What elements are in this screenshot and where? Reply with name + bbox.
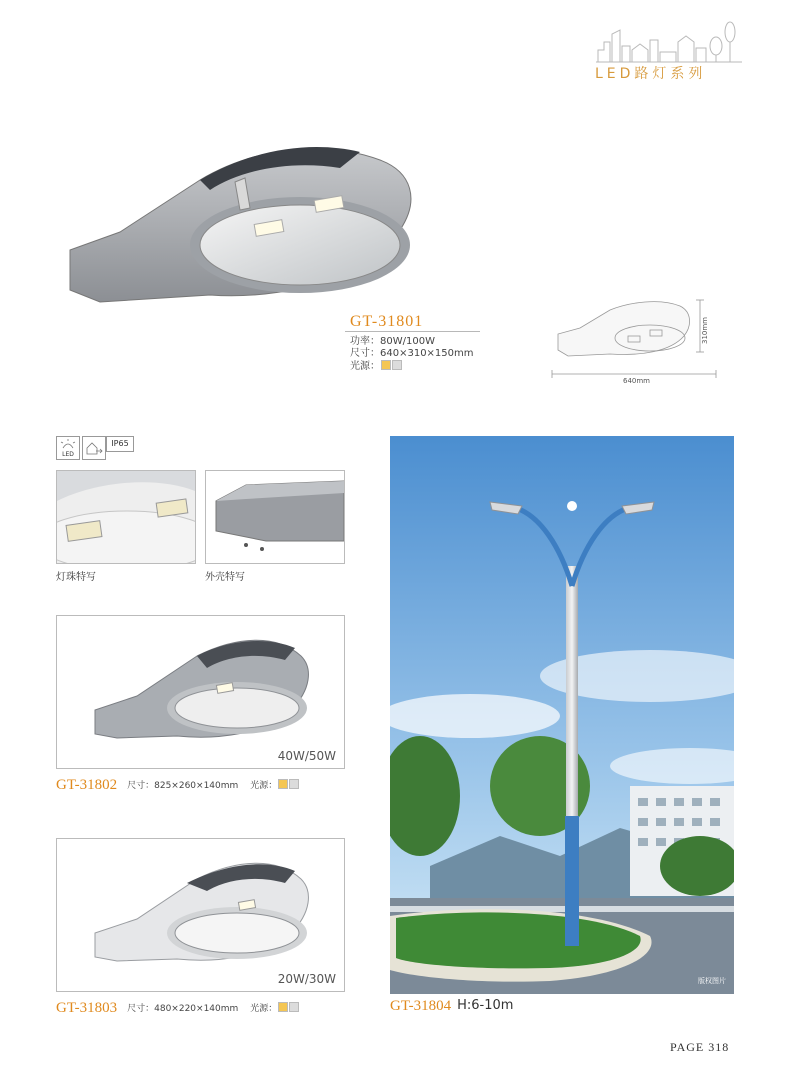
shell-closeup-photo <box>205 470 345 564</box>
warm-light-swatch <box>278 1002 288 1012</box>
led-closeup-caption: 灯珠特写 <box>56 572 96 583</box>
led-closeup-photo <box>56 470 196 564</box>
size-spec: 尺寸：480×220×140mm <box>127 1004 239 1014</box>
width-dimension-label: 640mm <box>623 377 650 385</box>
power-spec: 功率：80W/100W <box>350 336 435 347</box>
pole-product-caption <box>390 998 513 1015</box>
light-source-spec <box>350 360 402 373</box>
series-title: LED路灯系列 <box>595 66 707 82</box>
house-arrow-icon <box>82 436 106 460</box>
size-spec: 尺寸：640×310×150mm <box>350 348 474 359</box>
height-dimension-label: 310mm <box>701 317 709 344</box>
lamp-gt31803-photo <box>57 839 344 991</box>
product-card-gt31803 <box>56 838 345 992</box>
lamp-gt31802-photo <box>57 616 344 768</box>
city-skyline-icon <box>596 20 742 64</box>
led-lamp-icon <box>56 436 80 460</box>
wattage-label: 20W/30W <box>277 972 336 986</box>
street-light-pole-photo <box>390 436 734 994</box>
pole-height: H:6-10m <box>457 998 514 1013</box>
product-card-gt31802 <box>56 615 345 769</box>
cool-light-swatch <box>392 360 402 370</box>
model-divider <box>345 331 480 332</box>
light-source-label: 光源： <box>250 1004 278 1014</box>
main-lamp-photo <box>60 140 420 320</box>
model-code: GT-31803 <box>56 1000 118 1016</box>
wattage-label: 40W/50W <box>277 749 336 763</box>
model-code: GT-31804 <box>390 998 452 1014</box>
warm-light-swatch <box>381 360 391 370</box>
size-spec: 尺寸：825×260×140mm <box>127 781 239 791</box>
led-icon-label: LED <box>62 451 74 458</box>
copyright-stamp: 版权图片 <box>698 977 726 985</box>
warm-light-swatch <box>278 779 288 789</box>
main-model-code: GT-31801 <box>350 313 424 330</box>
product-spec-row <box>56 777 299 794</box>
light-source-label: 光源： <box>350 361 380 372</box>
shell-closeup-caption: 外壳特写 <box>205 572 245 583</box>
model-code: GT-31802 <box>56 777 118 793</box>
cool-light-swatch <box>289 779 299 789</box>
page-number: PAGE 318 <box>670 1040 730 1054</box>
dimension-drawing <box>550 296 725 386</box>
cool-light-swatch <box>289 1002 299 1012</box>
product-spec-row <box>56 1000 299 1017</box>
light-source-label: 光源： <box>250 781 278 791</box>
ip-rating-badge: IP65 <box>106 436 134 452</box>
